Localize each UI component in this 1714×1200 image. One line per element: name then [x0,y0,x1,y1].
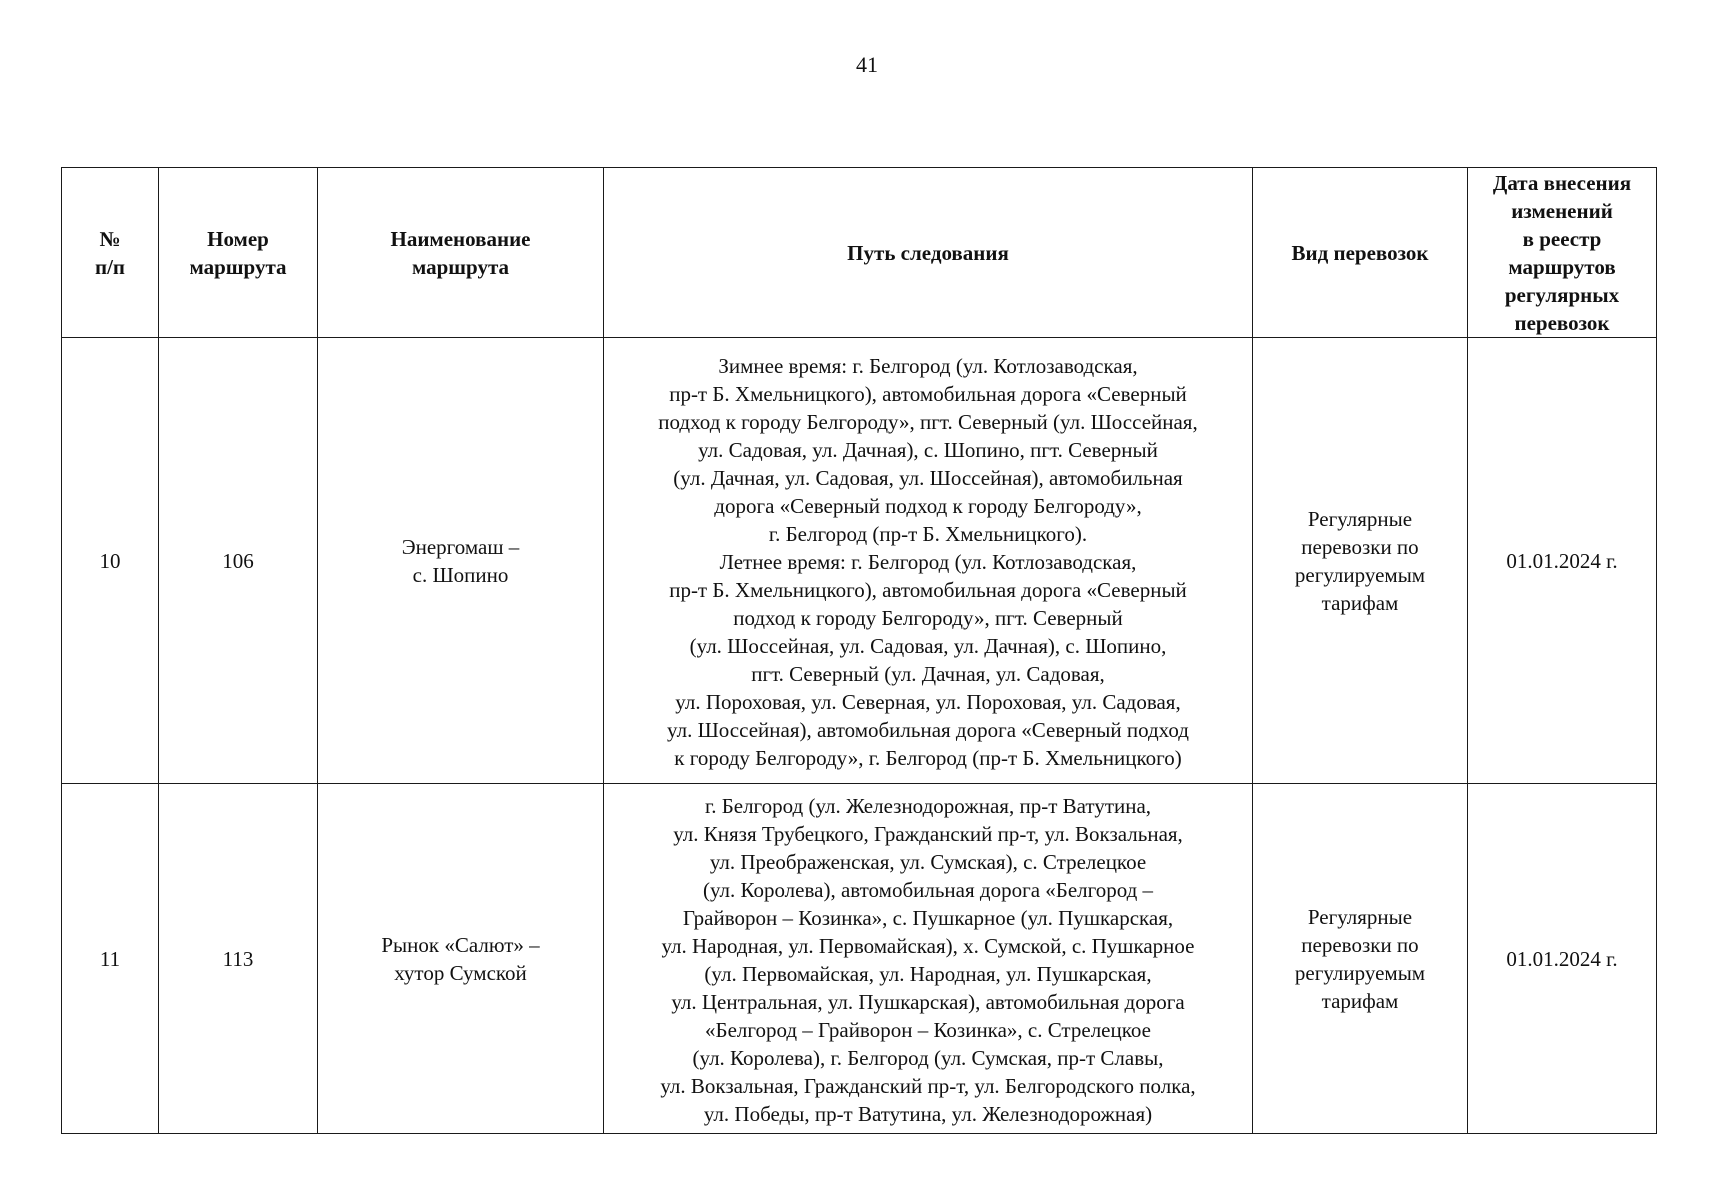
page-number: 41 [856,52,878,77]
header-transport-type: Вид перевозок [1253,168,1468,338]
header-path: Путь следования [604,168,1253,338]
cell-path: г. Белгород (ул. Железнодорожная, пр-т Ватутина, ул. Князя Трубецкого, Гражданский пр-т, ул. Вокзальная, ул. Преображенская, ул. Сумская), с. Стрелецкое (ул. Королева), автомобильная дорога «Белгород – Грайворон – Козинка», с. Пушкарное (ул. Пушкарская, ул. Народная, ул. Первомайская), х. Сумской, с. Пушкарное (ул. Первомайская, ул. Народная, ул. Пушкарская, ул. Центральная, ул. Пушкарская), автомобильная дорога «Белгород – Грайворон – Козинка», с. Стрелецкое (ул. Королева), г. Белгород (ул. Сумская, пр-т Славы, ул. Вокзальная, Гражданский пр-т, ул. Белгородского полка, ул. Победы, пр-т Ватутина, ул. Железнодорожная) [604,784,1253,1134]
header-route-number: Номер маршрута [159,168,318,338]
route-registry-table [61,167,1657,1134]
table-row [62,784,1657,1134]
cell-transport-type: Регулярные перевозки по регулируемым тарифам [1253,784,1468,1134]
cell-num: 10 [62,338,159,784]
cell-path: Зимнее время: г. Белгород (ул. Котлозаводская, пр-т Б. Хмельницкого), автомобильная дорога «Северный подход к городу Белгороду», пгт. Северный (ул. Шоссейная, ул. Садовая, ул. Дачная), с. Шопино, пгт. Северный (ул. Дачная, ул. Садовая, ул. Шоссейная), автомобильная дорога «Северный подход к городу Белгороду», г. Белгород (пр-т Б. Хмельницкого). Летнее время: г. Белгород (ул. Котлозаводская, пр-т Б. Хмельницкого), автомобильная дорога «Северный подход к городу Белгороду», пгт. Северный (ул. Шоссейная, ул. Садовая, ул. Дачная), с. Шопино, пгт. Северный (ул. Дачная, ул. Садовая, ул. Пороховая, ул. Северная, ул. Пороховая, ул. Садовая, ул. Шоссейная), автомобильная дорога «Северный подход к городу Белгороду», г. Белгород (пр-т Б. Хмельницкого) [604,338,1253,784]
header-date: Дата внесения изменений в реестр маршрутов регулярных перевозок [1468,168,1657,338]
cell-date: 01.01.2024 г. [1468,338,1657,784]
cell-route-number: 106 [159,338,318,784]
header-route-name: Наименование маршрута [318,168,604,338]
cell-route-number: 113 [159,784,318,1134]
cell-route-name: Рынок «Салют» – хутор Сумской [318,784,604,1134]
cell-route-name: Энергомаш – с. Шопино [318,338,604,784]
header-num: № п/п [62,168,159,338]
table-header-row [62,168,1657,338]
cell-transport-type: Регулярные перевозки по регулируемым тарифам [1253,338,1468,784]
cell-date: 01.01.2024 г. [1468,784,1657,1134]
table-row [62,338,1657,784]
cell-num: 11 [62,784,159,1134]
